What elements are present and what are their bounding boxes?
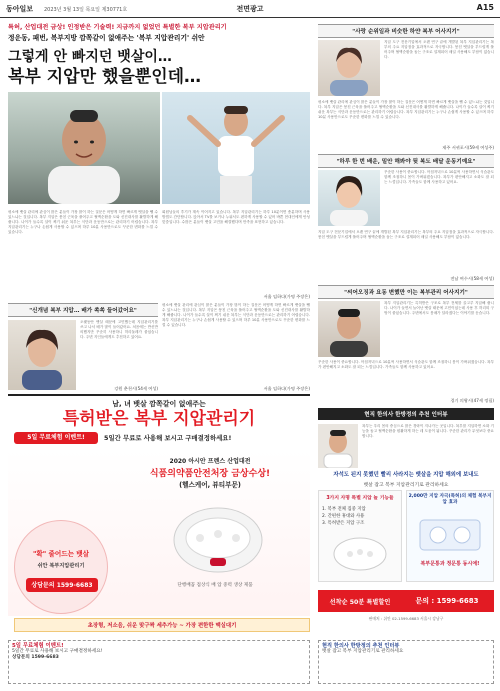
woman-portrait-icon — [318, 170, 380, 226]
award-line-3: (헬스케어, 뷰티부문) — [179, 481, 241, 489]
newspaper-logo: 동아일보 — [6, 4, 34, 13]
lead-photo-man — [8, 92, 160, 204]
promo-circle-phone — [26, 580, 98, 589]
product-caption: 단행배꼽 접상식 배 압 중력 생상 제품 — [177, 583, 253, 588]
stat-image — [412, 512, 488, 556]
testimonial-body-right-2: 꾸준한 사용이 중요합니다. 아침저녁으로 10분씩 사용하면서 식습관도 함께 조절하니 몸이 가벼워졌습니다. 복부가 편안해지고 소화도 잘 되는 느낌입니다. 가족들도 함께 사용하고 있어요. — [384, 170, 494, 185]
promo-product-image — [330, 530, 390, 574]
free-trial-text: 5일간 무료로 사용해 보시고 구매결정하세요! — [104, 434, 232, 442]
promo-circle-badge: "확" 줄어드는 뱃살 — [32, 550, 90, 558]
testimonial-question-right-1: "사랑 순위일과 비슷한 하얀 복부 어사지기" — [318, 24, 494, 38]
masthead — [0, 0, 500, 18]
ad-main-title: 특허받은 복부 지압관리기 — [62, 409, 256, 429]
lead-kicker-1: 특허, 산업대전 금상! 인정받은 기술력! 지금까지 없었던 특별한 복부 지압관리기 — [8, 24, 227, 31]
lead-body-col1: 평소에 뱃살 관리에 관심이 많은 분들이 가장 많이 하는 질문은 어떻게 하면 빠르게 뱃살을 뺄 수 있느냐는 것입니다. 복부 지압은 뭉친 근육을 풀어주고 혈액순환을 도와 신진대사를 활발하게 해줍니다. 나이가 들수록 살이 찌기 쉬운 복부는 식단과 운동만으로는 관리하기 어렵습니다. 복부 지압관리기는 누구나 손쉽게 사용할 수 있으며 하루 10분 사용만으로도 꾸준한 변화를 느낄 수 있습니다. — [8, 210, 158, 235]
promo-header: 3가지 자명 특별 지압 놀 기능들 — [326, 496, 394, 501]
testimonial-body-right-3b: 꾸준한 사용이 중요합니다. 아침저녁으로 10분씩 사용하면서 식습관도 함께 조절하니 몸이 가벼워졌습니다. 복부가 편안해지고 소화도 잘 되는 느낌입니다. 가족들도 함께 사용하고 있어요. — [318, 360, 494, 370]
section-label: 전면광고 — [236, 5, 264, 13]
warning-text: 초장형, 저소음, 쉬운 맞구짝 세추가능 ~ 가장 편한한 맥실대기 — [87, 623, 237, 629]
coupon-body: 5일간 무료로 사용해 보시고 구매결정하세요! — [12, 649, 103, 655]
doctor-photo — [318, 424, 358, 468]
testimonial-body-right-3: 복부 지압관리기는 특허받은 구조로 복부 전체를 골고루 지압해 줍니다. 나이가 들면서 늘어난 뱃살 때문에 고민이었는데 사용 후 허리띠 구멍이 줄었습니다. 주변에서도 몸매가 달라졌다는 이야기를 듣습니다. — [384, 301, 494, 316]
testimonial-photo-right-2 — [318, 170, 380, 226]
doctor-body: 복부는 우리 몸의 중심으로 많은 경락이 지나가는 곳입니다. 복부를 지압하면 소화 기능을 돕고 혈액순환을 원활하게 하는 데 도움이 됩니다. 꾸준한 관리가 무엇보다 중요합니다. — [362, 424, 494, 439]
testimonial-photo-woman — [8, 320, 76, 390]
promo-item-2: 2. 간편한 휴대와 사용 — [322, 514, 365, 519]
award-line-2: 식품의약품안전처장 금상수상! — [149, 469, 271, 479]
woman-portrait-icon — [8, 320, 76, 390]
lead-body-col2: 회원님들의 후기가 계속 이어지고 있습니다. 복부 지압관리기는 하루 10분이면 충분하며 사용 방법도 간단합니다. 앉아서 TV를 보거나 누워서도 편하게 사용할 수 있어 바쁜 현대인에게 안성맞춤입니다. 수많은 분들이 뱃살 고민을 해결했다며 만족을 표현하고 있습니다. — [162, 210, 310, 225]
testimonial-caption-right-1: 제주 서귀포시(59세 여성주) — [442, 145, 494, 150]
coupon-phone-number: 1599-6683 — [31, 655, 59, 661]
coupon-box-right — [318, 640, 494, 684]
man-portrait-icon — [8, 92, 160, 204]
coupon-title: 5일 무료체험 이벤트! — [12, 643, 64, 649]
headline-line-1: 그렇게 안 빠지던 뱃살이… — [8, 49, 172, 65]
issue-date: 2023년 3월 13일 목요일 제30771호 — [44, 7, 128, 13]
coupon-phone — [12, 655, 306, 661]
consult-title: 복부문통과 정문통 동시에! — [420, 561, 480, 567]
bottom-cta-phone — [402, 596, 492, 606]
feature-title: 자석도 된지 못했던 빨리 사라지는 뱃살을 지압 해외에 보내도 — [333, 472, 479, 478]
headline-line-2: 복부 지압만 했을뿐인데… — [8, 67, 202, 87]
coupon-right-body: 뱃살 잡고 복부 지압관리기로 관리하세요 — [322, 649, 404, 655]
testimonial-question-right-2: "하루 한 번 배운, 밑안 해봐야 뒷 복도 배달 운동기예요" — [318, 154, 494, 168]
lead-photo-exercise — [162, 92, 310, 204]
testimonial-question-left: "신개념 복부 지압… 배가 쏙쏙 들어갔어요" — [8, 303, 158, 317]
abdominal-pad-icon — [330, 530, 390, 574]
abdominal-pad-icon — [170, 494, 266, 578]
bottom-phone-label: 문의 : — [415, 597, 435, 605]
product-package-icon — [412, 512, 488, 556]
promo-item-1: 1. 복부 전체 집중 지압 — [322, 507, 366, 512]
promo-item-3: 3. 특허받은 지압 구조 — [322, 521, 365, 526]
doctor-portrait-icon — [318, 424, 358, 468]
testimonial-caption-left: 강원 춘천시(54세 여성) — [114, 386, 158, 391]
product-image — [170, 494, 266, 578]
small-print: 판매처 : 쉬안 02-1599-6683 서울시 강남구 — [368, 616, 444, 621]
ad-divider — [8, 394, 310, 396]
coupon-phone-label: 상담문의 — [12, 655, 30, 661]
testimonial-body-right-1: 지압 도구 전문기업에서 오랜 연구 끝에 개발된 복부 지압관리기는 복부의 주요 지압점을 효과적으로 자극합니다. 뭉친 뱃살을 부드럽게 풀어주며 혈액순환을 돕는 구조로 설계되어 매일 사용해도 부담이 없습니다. — [384, 40, 494, 60]
middle-caption: 서울 임하다(가명 주장은) — [263, 386, 310, 391]
feature-body: 뱃살 잡고 복부 지압관리기로 관리하세요 — [363, 483, 449, 488]
phone-label: 상담문의 — [31, 582, 55, 589]
award-line-1: 2020 아시안 프렌스 산업대전 — [169, 458, 251, 465]
bottom-phone-number: 1599-6683 — [436, 597, 479, 605]
middle-body-lower: 평소에 뱃살 관리에 관심이 많은 분들이 가장 많이 하는 질문은 어떻게 하면 빠르게 뱃살을 뺄 수 있느냐는 것입니다. 복부 지압은 뭉친 근육을 풀어주고 혈액순환을 도와 신진대사를 활발하게 해줍니다. 나이가 들수록 살이 찌기 쉬운 복부는 식단과 운동만으로는 관리하기 어렵습니다. 복부 지압관리기는 누구나 손쉽게 사용할 수 있으며 하루 10분 사용만으로도 꾸준한 변화를 느낄 수 있습니다. — [162, 303, 310, 328]
testimonial-photo-right-3 — [318, 301, 380, 357]
testimonial-caption-right-3: 경기 의왕시(47세 정필) — [450, 398, 494, 403]
bottom-cta-text: 선착순 50분 특별할인 — [329, 599, 391, 606]
ad-topline: 남, 녀 뱃살 깜쪽같이 없애주는 — [112, 400, 206, 408]
lead-kicker-2: 정운동, 패번, 복부지방 깜쪽같이 없애주는 '복부 지압관리기' 쉬안 — [8, 34, 205, 42]
exercise-person-icon — [162, 92, 310, 204]
woman-portrait-icon — [318, 40, 380, 96]
stat-box: 2,000만 지압 자극(특허)의 체험 복부지압 효과 — [408, 494, 492, 505]
coupon-box — [8, 640, 310, 684]
promo-list — [322, 506, 400, 527]
man-portrait-icon — [318, 301, 380, 357]
testimonial-photo-right-1 — [318, 40, 380, 96]
testimonial-question-right-3: "씨어오징과 요동 변했만 이는 복부관리 어사지기" — [318, 285, 494, 299]
testimonial-body-right-1b: 평소에 뱃살 관리에 관심이 많은 분들이 가장 많이 하는 질문은 어떻게 하면 빠르게 뱃살을 뺄 수 있느냐는 것입니다. 복부 지압은 뭉친 근육을 풀어주고 혈액순환을 도와 신진대사를 활발하게 해줍니다. 나이가 들수록 살이 찌기 쉬운 복부는 식단과 운동만으로는 관리하기 어렵습니다. 복부 지압관리기는 누구나 손쉽게 사용할 수 있으며 하루 10분 사용만으로도 꾸준한 변화를 느낄 수 있습니다. — [318, 100, 494, 120]
promo-circle-brand: 쉬안 복부지압관리기 — [37, 563, 85, 569]
phone-number: 1599-6683 — [56, 582, 93, 589]
page-number: A15 — [476, 3, 494, 12]
doctor-header: 현직 한의사 한방정의 추천 인터뷰 — [364, 412, 448, 418]
testimonial-body-right-2b: 지압 도구 전문기업에서 오랜 연구 끝에 개발된 복부 지압관리기는 복부의 주요 지압점을 효과적으로 자극합니다. 뭉친 뱃살을 부드럽게 풀어주며 혈액순환을 돕는 구조로 설계되어 매일 사용해도 부담이 없습니다. — [318, 230, 494, 240]
testimonial-caption-right-2: 전남 여수시(58세 여성) — [450, 276, 494, 281]
coupon-right-title: 현직 한의사 한방정의 추천 인터뷰 — [322, 643, 400, 649]
free-trial-badge: 5일 무료체험 이벤트! — [14, 432, 98, 444]
testimonial-body-left: 오랫동안 뱃살 때문에 고민했는데 지압관리기를 쓰고 나서 배가 많이 들어갔어요. 처음에는 반신반의했지만 꾸준히 사용하니 허리둘레가 줄었습니다. 주변 지인들에게도 추천하고 있어요. — [80, 320, 158, 340]
lead-photo-caption: 서울 임하다(가명 주장은) — [263, 294, 310, 299]
